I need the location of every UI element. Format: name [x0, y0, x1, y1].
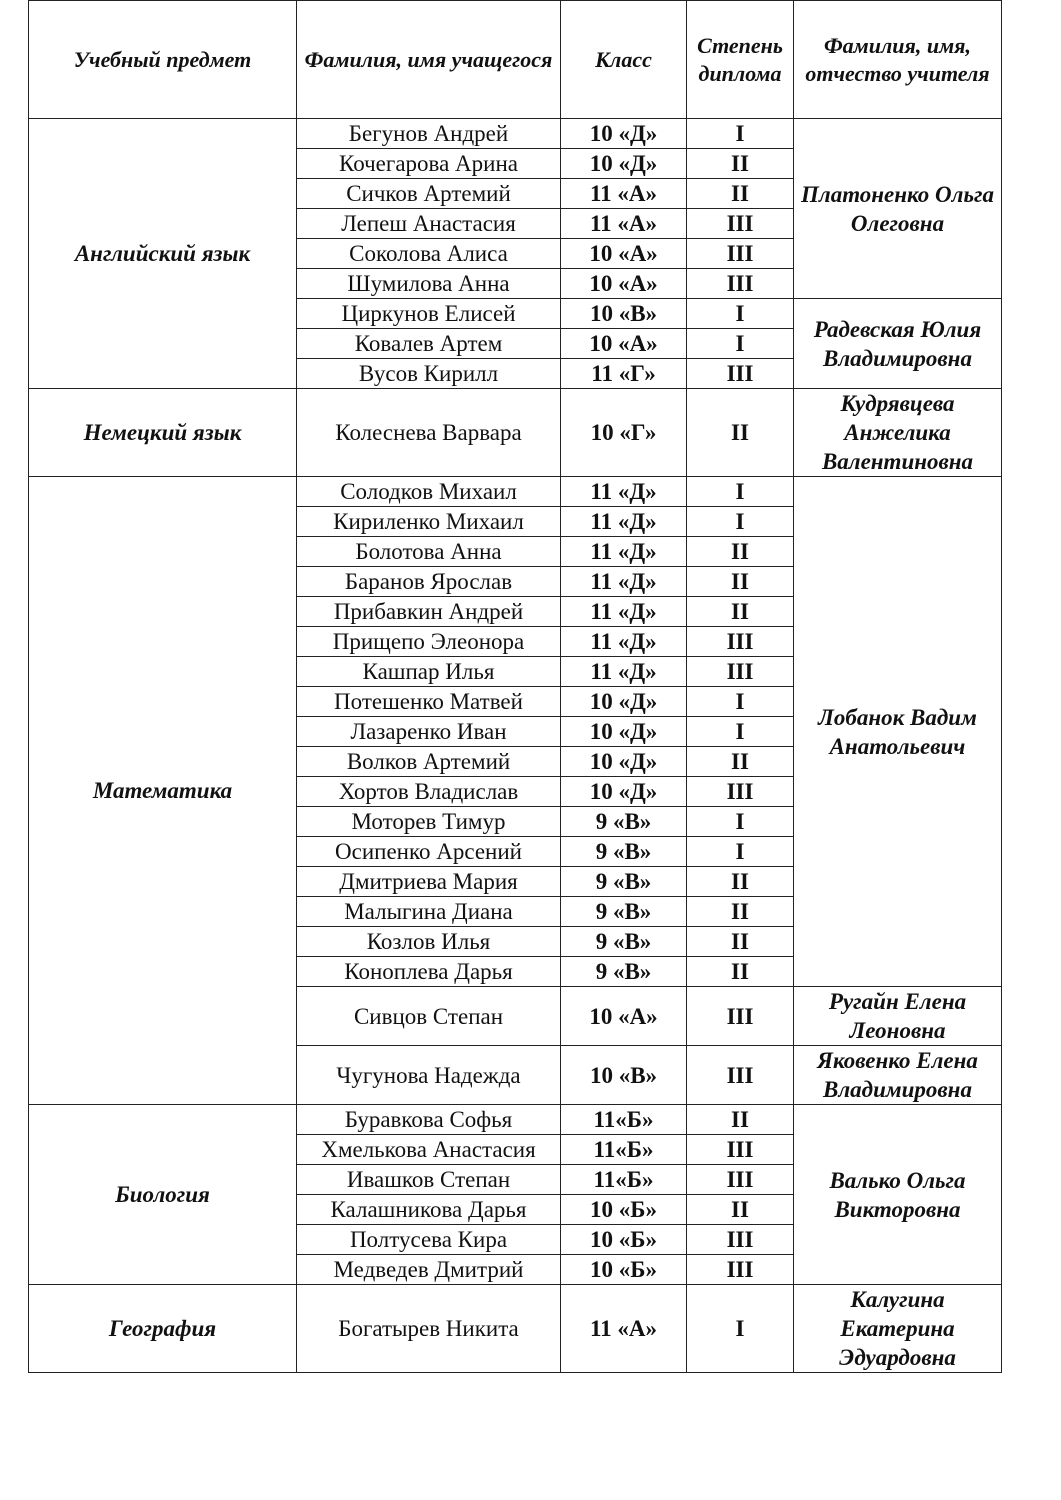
table-row	[29, 119, 1002, 149]
student-name-cell: Колеснева Варвара	[297, 389, 561, 477]
teacher-cell: Валько Ольга Викторовна	[794, 1105, 1002, 1285]
degree-cell: III	[687, 359, 794, 389]
degree-cell: III	[687, 1135, 794, 1165]
teacher-cell: Ругайн Елена Леоновна	[794, 987, 1002, 1046]
student-name-cell: Прибавкин Андрей	[297, 597, 561, 627]
teacher-cell: Радевская Юлия Владимировна	[794, 299, 1002, 389]
degree-cell: III	[687, 1165, 794, 1195]
degree-cell: I	[687, 807, 794, 837]
student-name-cell: Медведев Дмитрий	[297, 1255, 561, 1285]
student-name-cell: Полтусева Кира	[297, 1225, 561, 1255]
degree-cell: I	[687, 119, 794, 149]
student-name-cell: Вусов Кирилл	[297, 359, 561, 389]
degree-cell: II	[687, 597, 794, 627]
teacher-cell: Яковенко Елена Владимировна	[794, 1046, 1002, 1105]
student-name-cell: Баранов Ярослав	[297, 567, 561, 597]
table-row	[29, 389, 1002, 477]
student-name-cell: Дмитриева Мария	[297, 867, 561, 897]
class-cell: 10 «Д»	[561, 747, 687, 777]
student-name-cell: Ковалев Артем	[297, 329, 561, 359]
table-body	[29, 119, 1002, 1373]
degree-cell: III	[687, 1225, 794, 1255]
student-name-cell: Сивцов Степан	[297, 987, 561, 1046]
student-name-cell: Кочегарова Арина	[297, 149, 561, 179]
header-teacher: Фамилия, имя, отчество учителя	[794, 1, 1002, 119]
class-cell: 11 «Д»	[561, 507, 687, 537]
student-name-cell: Соколова Алиса	[297, 239, 561, 269]
degree-cell: II	[687, 537, 794, 567]
degree-cell: III	[687, 269, 794, 299]
student-name-cell: Кашпар Илья	[297, 657, 561, 687]
teacher-cell: Платоненко Ольга Олеговна	[794, 119, 1002, 299]
header-subject: Учебный предмет	[29, 1, 297, 119]
student-name-cell: Чугунова Надежда	[297, 1046, 561, 1105]
table-row	[29, 1105, 1002, 1135]
table-row	[29, 477, 1002, 507]
student-name-cell: Ивашков Степан	[297, 1165, 561, 1195]
class-cell: 10 «Г»	[561, 389, 687, 477]
header-degree: Степень диплома	[687, 1, 794, 119]
student-name-cell: Шумилова Анна	[297, 269, 561, 299]
degree-cell: III	[687, 239, 794, 269]
class-cell: 10 «Б»	[561, 1195, 687, 1225]
student-name-cell: Кириленко Михаил	[297, 507, 561, 537]
degree-cell: I	[687, 507, 794, 537]
degree-cell: II	[687, 389, 794, 477]
student-name-cell: Болотова Анна	[297, 537, 561, 567]
class-cell: 10 «А»	[561, 239, 687, 269]
class-cell: 11 «Г»	[561, 359, 687, 389]
class-cell: 10 «А»	[561, 269, 687, 299]
table-row	[29, 1285, 1002, 1373]
student-name-cell: Коноплева Дарья	[297, 957, 561, 987]
class-cell: 10 «Д»	[561, 119, 687, 149]
student-name-cell: Лазаренко Иван	[297, 717, 561, 747]
student-name-cell: Прищепо Элеонора	[297, 627, 561, 657]
student-name-cell: Богатырев Никита	[297, 1285, 561, 1373]
degree-cell: I	[687, 837, 794, 867]
class-cell: 10 «А»	[561, 329, 687, 359]
degree-cell: I	[687, 299, 794, 329]
class-cell: 9 «В»	[561, 897, 687, 927]
degree-cell: II	[687, 149, 794, 179]
subject-cell: Английский язык	[29, 119, 297, 389]
degree-cell: II	[687, 567, 794, 597]
student-name-cell: Моторев Тимур	[297, 807, 561, 837]
class-cell: 11 «А»	[561, 209, 687, 239]
class-cell: 11 «Д»	[561, 597, 687, 627]
class-cell: 11«Б»	[561, 1105, 687, 1135]
degree-cell: II	[687, 1195, 794, 1225]
student-name-cell: Лепеш Анастасия	[297, 209, 561, 239]
class-cell: 10 «Б»	[561, 1255, 687, 1285]
student-name-cell: Хмелькова Анастасия	[297, 1135, 561, 1165]
class-cell: 11 «Д»	[561, 627, 687, 657]
teacher-cell: Кудрявцева Анжелика Валентиновна	[794, 389, 1002, 477]
subject-cell: Биология	[29, 1105, 297, 1285]
degree-cell: III	[687, 777, 794, 807]
degree-cell: III	[687, 657, 794, 687]
class-cell: 11«Б»	[561, 1135, 687, 1165]
degree-cell: I	[687, 687, 794, 717]
degree-cell: III	[687, 1046, 794, 1105]
degree-cell: II	[687, 179, 794, 209]
degree-cell: II	[687, 897, 794, 927]
header-student: Фамилия, имя учащегося	[297, 1, 561, 119]
class-cell: 9 «В»	[561, 837, 687, 867]
subject-cell: География	[29, 1285, 297, 1373]
header-class: Класс	[561, 1, 687, 119]
degree-cell: III	[687, 627, 794, 657]
student-name-cell: Малыгина Диана	[297, 897, 561, 927]
class-cell: 11 «Д»	[561, 657, 687, 687]
class-cell: 10 «Д»	[561, 717, 687, 747]
degree-cell: I	[687, 1285, 794, 1373]
class-cell: 11 «Д»	[561, 567, 687, 597]
class-cell: 11«Б»	[561, 1165, 687, 1195]
class-cell: 10 «Д»	[561, 149, 687, 179]
class-cell: 9 «В»	[561, 867, 687, 897]
class-cell: 9 «В»	[561, 957, 687, 987]
class-cell: 9 «В»	[561, 927, 687, 957]
student-name-cell: Сичков Артемий	[297, 179, 561, 209]
degree-cell: I	[687, 477, 794, 507]
class-cell: 11 «Д»	[561, 537, 687, 567]
degree-cell: II	[687, 957, 794, 987]
student-name-cell: Осипенко Арсений	[297, 837, 561, 867]
class-cell: 10 «А»	[561, 987, 687, 1046]
student-name-cell: Буравкова Софья	[297, 1105, 561, 1135]
student-name-cell: Волков Артемий	[297, 747, 561, 777]
degree-cell: II	[687, 1105, 794, 1135]
class-cell: 11 «А»	[561, 1285, 687, 1373]
teacher-cell: Калугина Екатерина Эдуардовна	[794, 1285, 1002, 1373]
teacher-cell: Лобанок Вадим Анатольевич	[794, 477, 1002, 987]
degree-cell: II	[687, 927, 794, 957]
class-cell: 11 «А»	[561, 179, 687, 209]
class-cell: 11 «Д»	[561, 477, 687, 507]
class-cell: 9 «В»	[561, 807, 687, 837]
student-name-cell: Циркунов Елисей	[297, 299, 561, 329]
student-name-cell: Хортов Владислав	[297, 777, 561, 807]
degree-cell: I	[687, 329, 794, 359]
degree-cell: III	[687, 987, 794, 1046]
student-name-cell: Солодков Михаил	[297, 477, 561, 507]
class-cell: 10 «В»	[561, 299, 687, 329]
degree-cell: II	[687, 747, 794, 777]
degree-cell: III	[687, 209, 794, 239]
winners-table	[28, 0, 1002, 1373]
subject-cell: Математика	[29, 477, 297, 1105]
student-name-cell: Бегунов Андрей	[297, 119, 561, 149]
student-name-cell: Калашникова Дарья	[297, 1195, 561, 1225]
student-name-cell: Козлов Илья	[297, 927, 561, 957]
degree-cell: III	[687, 1255, 794, 1285]
student-name-cell: Потешенко Матвей	[297, 687, 561, 717]
degree-cell: I	[687, 717, 794, 747]
subject-cell: Немецкий язык	[29, 389, 297, 477]
class-cell: 10 «В»	[561, 1046, 687, 1105]
class-cell: 10 «Д»	[561, 777, 687, 807]
class-cell: 10 «Б»	[561, 1225, 687, 1255]
class-cell: 10 «Д»	[561, 687, 687, 717]
degree-cell: II	[687, 867, 794, 897]
